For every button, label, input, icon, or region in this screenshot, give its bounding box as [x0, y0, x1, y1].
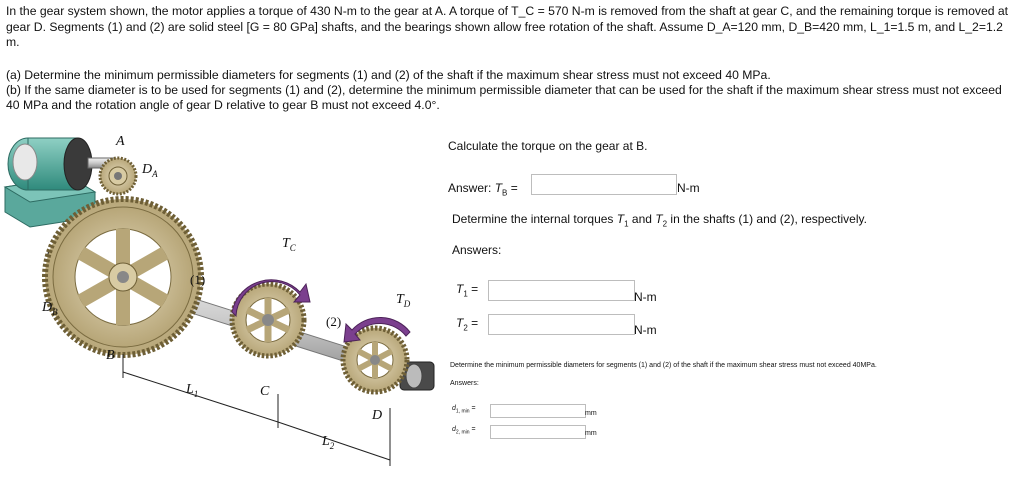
d1-input[interactable]	[490, 404, 586, 418]
d2-label	[452, 426, 476, 435]
label-l1-main: L	[186, 382, 194, 397]
d1-unit: mm	[585, 410, 597, 417]
label-b: B	[106, 348, 115, 363]
label-l2-sub: 2	[329, 440, 335, 451]
label-tc-main: T	[282, 236, 290, 251]
q2-and: and	[628, 212, 656, 226]
label-tc-sub: C	[289, 242, 296, 253]
gear-d	[343, 318, 410, 392]
d1-var: d	[452, 405, 456, 412]
t1-unit: N-m	[634, 290, 657, 304]
label-td	[396, 292, 410, 309]
label-l2-main: L	[322, 434, 330, 449]
q3-answers-label: Answers:	[450, 380, 479, 387]
d2-input[interactable]	[490, 425, 586, 439]
label-segment-2: (2)	[326, 314, 342, 329]
q1-prompt: Calculate the torque on the gear at B.	[448, 139, 648, 153]
q2-prompt-post: in the shafts (1) and (2), respectively.	[667, 212, 867, 226]
t1-eq: =	[467, 282, 479, 296]
gear-system-drawing	[0, 132, 440, 484]
q2-answers-label: Answers:	[452, 243, 502, 257]
q1-answer-label	[448, 181, 518, 197]
part-b-text: (b) If the same diameter is to be used for segments (1) and (2), determine the minimum permissible diameter that can be used for the shaft if the maximum shear stress must not exceed 40 MPa and the rotation angle of gear D relative to gear B must not exceed 4.0°.	[6, 83, 1002, 113]
t1-sub: 1	[463, 289, 468, 299]
t2-eq: =	[467, 316, 479, 330]
t1-label	[456, 282, 478, 298]
q2-t1-sub: 1	[624, 219, 629, 229]
d2-unit: mm	[585, 430, 597, 437]
label-l1	[186, 382, 198, 399]
label-db-main: D	[42, 300, 53, 315]
label-l2	[322, 434, 334, 451]
t2-input[interactable]	[488, 314, 635, 335]
q3-prompt: Determine the minimum permissible diameters for segments (1) and (2) of the shaft if the maximum shear stress must not exceed 40MPa.	[450, 362, 877, 369]
gear-a	[100, 158, 136, 194]
t2-label	[456, 316, 478, 332]
q2-t2-sub: 2	[662, 219, 668, 229]
d2-var: d	[452, 426, 456, 433]
label-td-main: T	[396, 292, 404, 307]
t1-var: T	[456, 282, 464, 296]
label-tc	[282, 236, 296, 253]
q2-prompt	[452, 212, 867, 228]
label-db-sub: B	[52, 306, 58, 317]
q2-prompt-pre: Determine the internal torques	[452, 212, 617, 226]
label-td-sub: D	[403, 298, 411, 309]
q1-eq: =	[507, 181, 518, 195]
q1-var: T	[494, 181, 503, 195]
d1-eq: =	[469, 405, 476, 412]
t2-unit: N-m	[634, 323, 657, 337]
label-l1-sub: 1	[193, 388, 199, 399]
d2-eq: =	[469, 426, 476, 433]
q1-var-sub: B	[502, 188, 508, 198]
tb-unit: N-m	[677, 181, 700, 195]
label-da	[142, 162, 158, 179]
d1-sub: 1, min	[455, 408, 470, 415]
label-d: D	[372, 408, 383, 423]
label-segment-1: (1)	[190, 272, 206, 287]
gear-system-figure	[0, 132, 440, 484]
part-a-text: (a) Determine the minimum permissible diameters for segments (1) and (2) of the shaft if the maximum shear stress must not exceed 40 MPa.	[6, 68, 771, 82]
problem-statement: In the gear system shown, the motor applies a torque of 430 N-m to the gear at A. A torque of T_C = 570 N-m is removed from the shaft at gear C, and the remaining torque is removed at gear D. Segments (1) and (2) are solid steel [G = 80 GPa] shafts, and the bearings shown allow free rotation of the shaft. Assume D_A=120 mm, D_B=420 mm, L_1=1.5 m, and L_2=1.2 m.	[6, 4, 1009, 50]
d2-sub: 2, min	[455, 429, 470, 436]
problem-parts	[6, 68, 1011, 114]
gear-b	[45, 199, 201, 355]
label-da-main: D	[142, 162, 153, 177]
q2-t2: T	[655, 212, 663, 226]
q2-t1: T	[616, 212, 625, 226]
label-c: C	[260, 384, 270, 399]
label-db	[42, 300, 58, 317]
label-a: A	[116, 134, 125, 149]
d1-label	[452, 405, 476, 414]
q1-answer-prefix: Answer:	[448, 181, 495, 195]
t1-input[interactable]	[488, 280, 635, 301]
label-da-sub: A	[152, 168, 158, 179]
t2-sub: 2	[463, 323, 468, 333]
t2-var: T	[456, 316, 464, 330]
tb-input[interactable]	[531, 174, 677, 195]
